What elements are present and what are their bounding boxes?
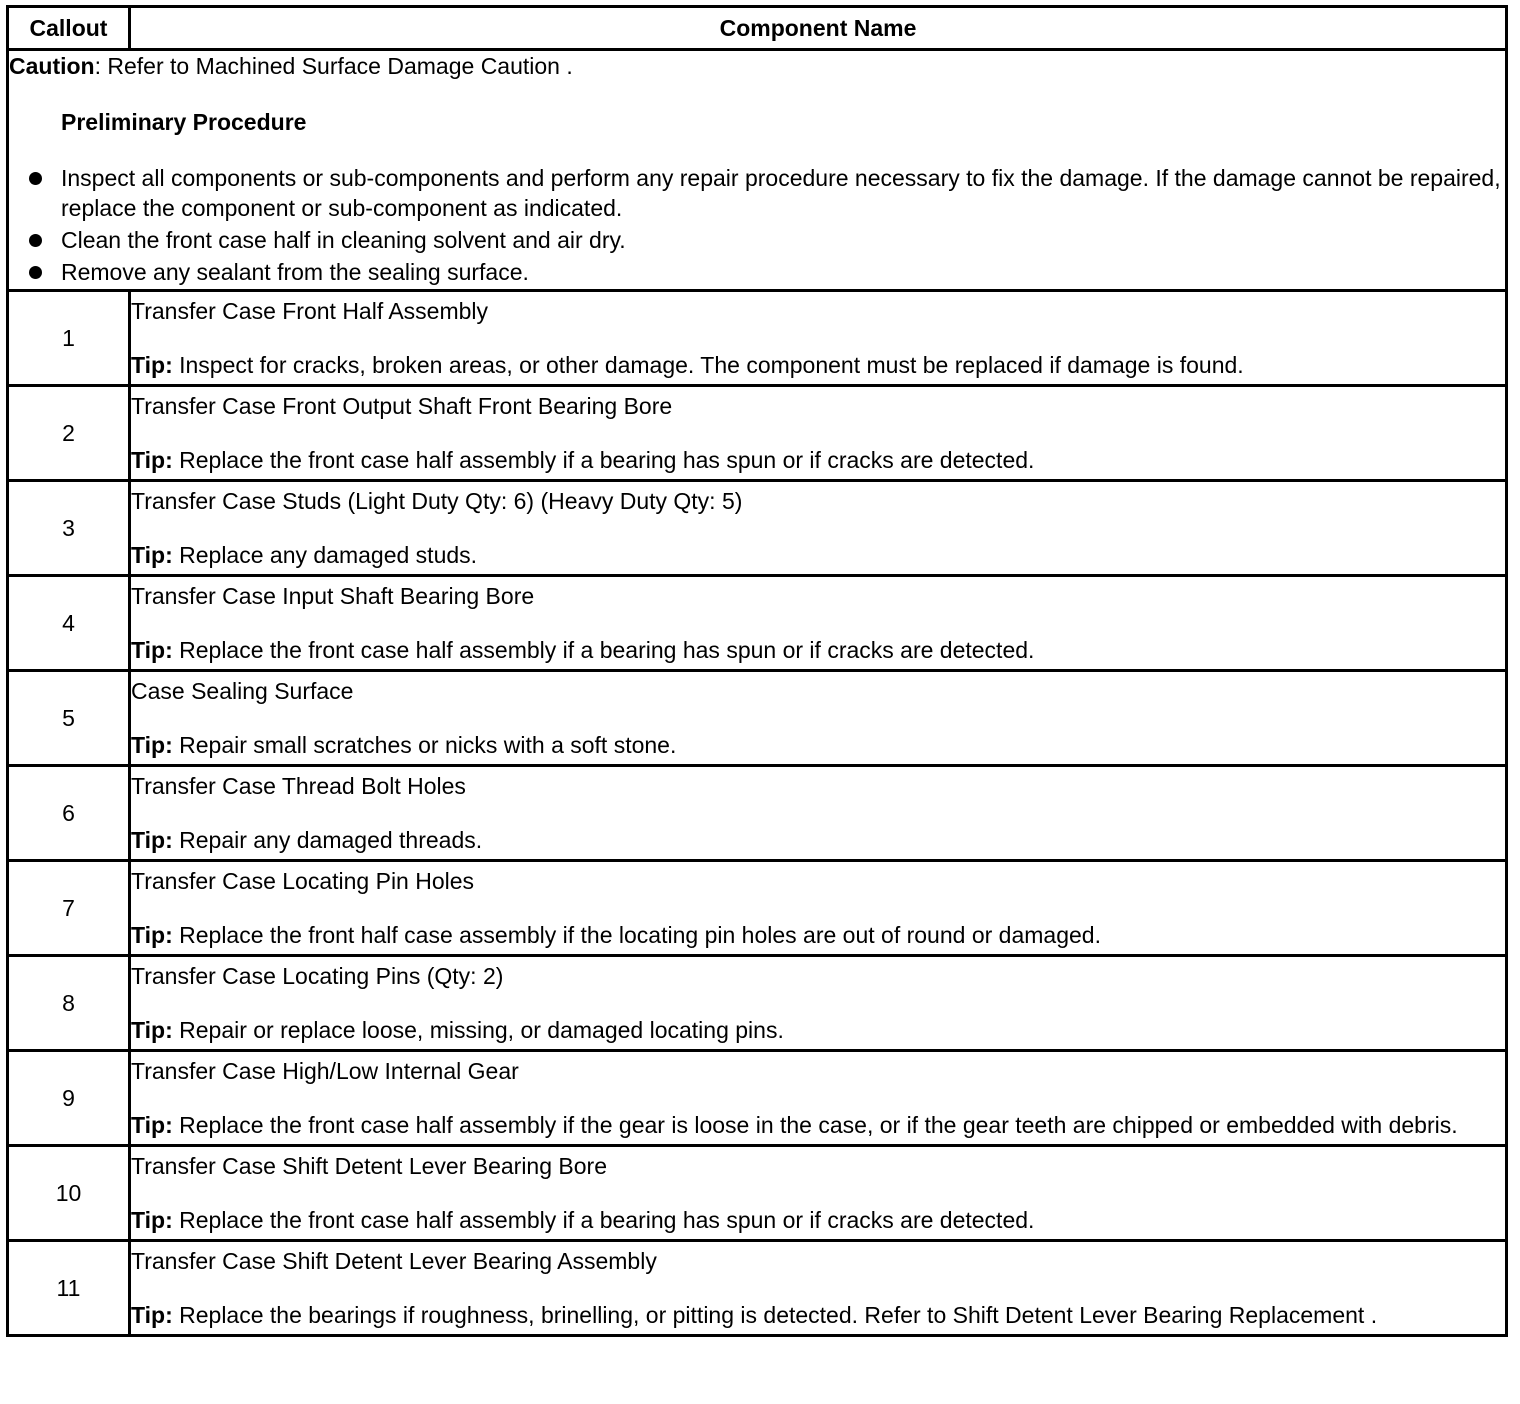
tip-text: Replace the bearings if roughness, brinelling, or pitting is detected. Refer to Shift Detent Lever Bearing Replacement . [179,1302,1378,1328]
bullet-text: Inspect all components or sub-components and perform any repair procedure necessary to fix the damage. If the damage cannot be repaired, replace the component or sub-component as indicated. [61,165,1501,221]
bullet-text: Remove any sealant from the sealing surface. [61,259,529,285]
callout-number: 1 [8,291,130,386]
component-description [130,291,1507,386]
table-row [8,956,1507,1051]
callout-number: 4 [8,576,130,671]
tip-label: Tip: [131,827,173,853]
component-tip [131,1015,1505,1045]
component-description [130,1146,1507,1241]
component-description [130,576,1507,671]
tip-text: Replace the front case half assembly if the gear is loose in the case, or if the gear teeth are chipped or embedded with debris. [179,1112,1458,1138]
header-row [8,7,1507,50]
component-description [130,1241,1507,1336]
tip-text: Inspect for cracks, broken areas, or other damage. The component must be replaced if damage is found. [179,352,1244,378]
component-description [130,956,1507,1051]
component-description [130,481,1507,576]
tip-label: Tip: [131,1112,173,1138]
header-component-name: Component Name [130,7,1507,50]
table-row [8,766,1507,861]
tip-label: Tip: [131,1207,173,1233]
table-row [8,1146,1507,1241]
component-tip [131,920,1505,950]
caution-line [9,51,1505,81]
tip-text: Replace the front half case assembly if the locating pin holes are out of round or damaged. [179,922,1101,948]
component-description [130,861,1507,956]
component-name: Transfer Case Thread Bolt Holes [131,773,466,799]
table-row [8,291,1507,386]
bullet-text: Clean the front case half in cleaning solvent and air dry. [61,227,626,253]
callout-number: 2 [8,386,130,481]
component-name: Transfer Case Shift Detent Lever Bearing Assembly [131,1248,657,1274]
callout-number: 11 [8,1241,130,1336]
component-description [130,386,1507,481]
intro-cell [8,50,1507,291]
bullet-dot-icon [29,234,42,247]
tip-label: Tip: [131,447,173,473]
table-row [8,386,1507,481]
callout-number: 10 [8,1146,130,1241]
callout-number: 6 [8,766,130,861]
component-tip [131,1205,1505,1235]
tip-text: Repair any damaged threads. [179,827,483,853]
component-tip [131,445,1505,475]
caution-text: : Refer to Machined Surface Damage Caution . [94,53,573,79]
bullet-item [9,225,1505,255]
tip-text: Repair or replace loose, missing, or damaged locating pins. [179,1017,784,1043]
callout-number: 5 [8,671,130,766]
callout-number: 3 [8,481,130,576]
callout-number: 9 [8,1051,130,1146]
component-name: Transfer Case Studs (Light Duty Qty: 6) (Heavy Duty Qty: 5) [131,488,743,514]
component-tip [131,825,1505,855]
component-name: Transfer Case Input Shaft Bearing Bore [131,583,535,609]
tip-label: Tip: [131,352,173,378]
tip-label: Tip: [131,732,173,758]
tip-text: Replace the front case half assembly if a bearing has spun or if cracks are detected. [179,447,1035,473]
component-description [130,1051,1507,1146]
component-name: Transfer Case Locating Pin Holes [131,868,475,894]
component-description [130,671,1507,766]
table-row [8,1241,1507,1336]
bullet-dot-icon [29,172,42,185]
tip-label: Tip: [131,637,173,663]
component-tip [131,635,1505,665]
component-tip [131,1110,1505,1140]
intro-row [8,50,1507,291]
tip-label: Tip: [131,1017,173,1043]
tip-text: Replace the front case half assembly if a bearing has spun or if cracks are detected. [179,1207,1035,1233]
tip-text: Repair small scratches or nicks with a soft stone. [179,732,677,758]
callout-number: 8 [8,956,130,1051]
component-name: Transfer Case Shift Detent Lever Bearing Bore [131,1153,607,1179]
bullet-dot-icon [29,266,42,279]
bullet-item [9,163,1505,223]
tip-label: Tip: [131,922,173,948]
caution-label: Caution [9,53,95,79]
table-row [8,1051,1507,1146]
component-table-sheet [6,5,1508,1337]
bullet-item [9,257,1505,287]
component-table [6,5,1508,1337]
component-tip [131,350,1505,380]
component-tip [131,1300,1505,1330]
table-row [8,481,1507,576]
component-tip [131,730,1505,760]
component-name: Transfer Case Locating Pins (Qty: 2) [131,963,504,989]
component-name: Transfer Case High/Low Internal Gear [131,1058,519,1084]
callout-number: 7 [8,861,130,956]
header-callout: Callout [8,7,130,50]
component-name: Transfer Case Front Half Assembly [131,298,489,324]
tip-text: Replace the front case half assembly if a bearing has spun or if cracks are detected. [179,637,1035,663]
component-tip [131,540,1505,570]
table-row [8,861,1507,956]
table-row [8,576,1507,671]
table-row [8,671,1507,766]
preliminary-procedure-title: Preliminary Procedure [61,109,307,135]
tip-text: Replace any damaged studs. [179,542,478,568]
component-description [130,766,1507,861]
tip-label: Tip: [131,542,173,568]
component-name: Transfer Case Front Output Shaft Front Bearing Bore [131,393,673,419]
component-name: Case Sealing Surface [131,678,354,704]
preliminary-bullets [9,163,1505,287]
tip-label: Tip: [131,1302,173,1328]
